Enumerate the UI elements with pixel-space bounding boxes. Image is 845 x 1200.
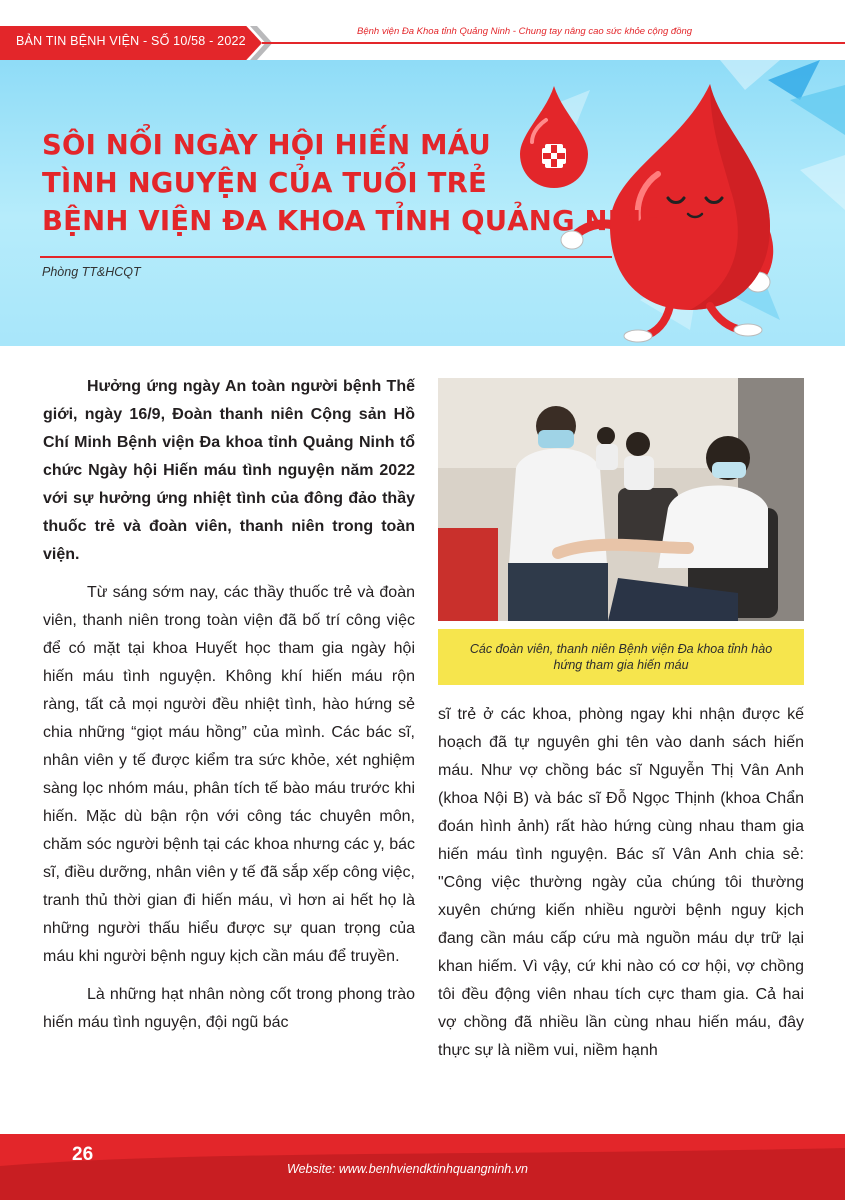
article-banner <box>0 60 845 346</box>
title-underline <box>40 256 612 258</box>
photo-caption-box <box>438 629 804 685</box>
blood-donation-photo <box>438 378 804 621</box>
body-paragraph: Từ sáng sớm nay, các thầy thuốc trẻ và đoàn viên, thanh niên trong toàn viện đã bố trí công việc để có mặt tại khoa Huyết học tham gia ngày hội hiến máu tình nguyện. Không khí hiến máu rộn ràng, tất cả mọi người đều nhiệt tình, hào hứng sẻ chia những “giọt máu hồng” của mình. Các bác sĩ, nhân viên y tế được kiểm tra sức khỏe, xét nghiệm sàng lọc nhóm máu, phân tích tế bào máu trước khi hiến. Mặc dù bận rộn với công tác chuyên môn, chăm sóc người bệnh tại các khoa nhưng các y, bác sĩ, điều dưỡng, nhân viên y tế đã sắp xếp công việc, tranh thủ thời gian đi hiến máu, vì hơn ai hết họ là những người thấu hiểu được sự quan trọng của máu khi người bệnh nguy kịch cần máu để truyền. <box>43 584 415 965</box>
bulletin-issue: BẢN TIN BỆNH VIỆN - SỐ 10/58 - 2022 <box>16 34 246 48</box>
title-line: BỆNH VIỆN ĐA KHOA TỈNH QUẢNG NINH <box>42 205 665 237</box>
left-column <box>43 373 415 1037</box>
footer-website: Website: www.benhviendktinhquangninh.vn <box>287 1162 528 1176</box>
right-column <box>438 701 804 1065</box>
page-header <box>0 0 845 64</box>
page-number: 26 <box>72 1144 94 1165</box>
header-rule <box>262 42 845 44</box>
article-title <box>42 126 665 240</box>
lead-paragraph: Hưởng ứng ngày An toàn người bệnh Thế giới, ngày 16/9, Đoàn thanh niên Cộng sản Hồ Chí Minh Bệnh viện Đa khoa tỉnh Quảng Ninh tổ chức Ngày hội Hiến máu tình nguyện năm 2022 với sự hưởng ứng nhiệt tình của đông đảo thầy thuốc trẻ và đoàn viên, thanh niên trong toàn viện. <box>43 378 415 563</box>
hospital-slogan: Bệnh viện Đa Khoa tỉnh Quảng Ninh - Chung tay nâng cao sức khỏe cộng đồng <box>357 26 693 37</box>
article-author: Phòng TT&HCQT <box>42 265 141 279</box>
title-line: SÔI NỔI NGÀY HỘI HIẾN MÁU <box>42 129 491 161</box>
photo-caption: Các đoàn viên, thanh niên Bệnh viện Đa khoa tỉnh hào hứng tham gia hiến máu <box>469 642 773 672</box>
title-line: TÌNH NGUYỆN CỦA TUỔI TRẺ <box>42 167 487 199</box>
body-paragraph: Là những hạt nhân nòng cốt trong phong trào hiến máu tình nguyện, đội ngũ bác <box>43 986 415 1031</box>
body-paragraph: sĩ trẻ ở các khoa, phòng ngay khi nhận được kế hoạch đã tự nguyên ghi tên vào danh sách hiến máu. Như vợ chồng bác sĩ Nguyễn Thị Vân Anh (khoa Nội B) và bác sĩ Đỗ Ngọc Thịnh (khoa Chẩn đoán hình ảnh) rất hào hứng cùng nhau tham gia hiến máu tình nguyện. Bác sĩ Vân Anh chia sẻ: "Công việc thường ngày của chúng tôi thường xuyên chứng kiến nhiều người bệnh nguy kịch đang cần máu cấp cứu mà nguồn máu dự trữ lại khan hiếm. Vì vậy, cứ khi nào có cơ hội, vợ chồng tôi đều động viên nhau tích cực tham gia. Cả hai vợ chồng đã nhiều lần cùng nhau hiến máu, đây thực sự là niềm vui, niềm hạnh <box>438 706 804 1059</box>
